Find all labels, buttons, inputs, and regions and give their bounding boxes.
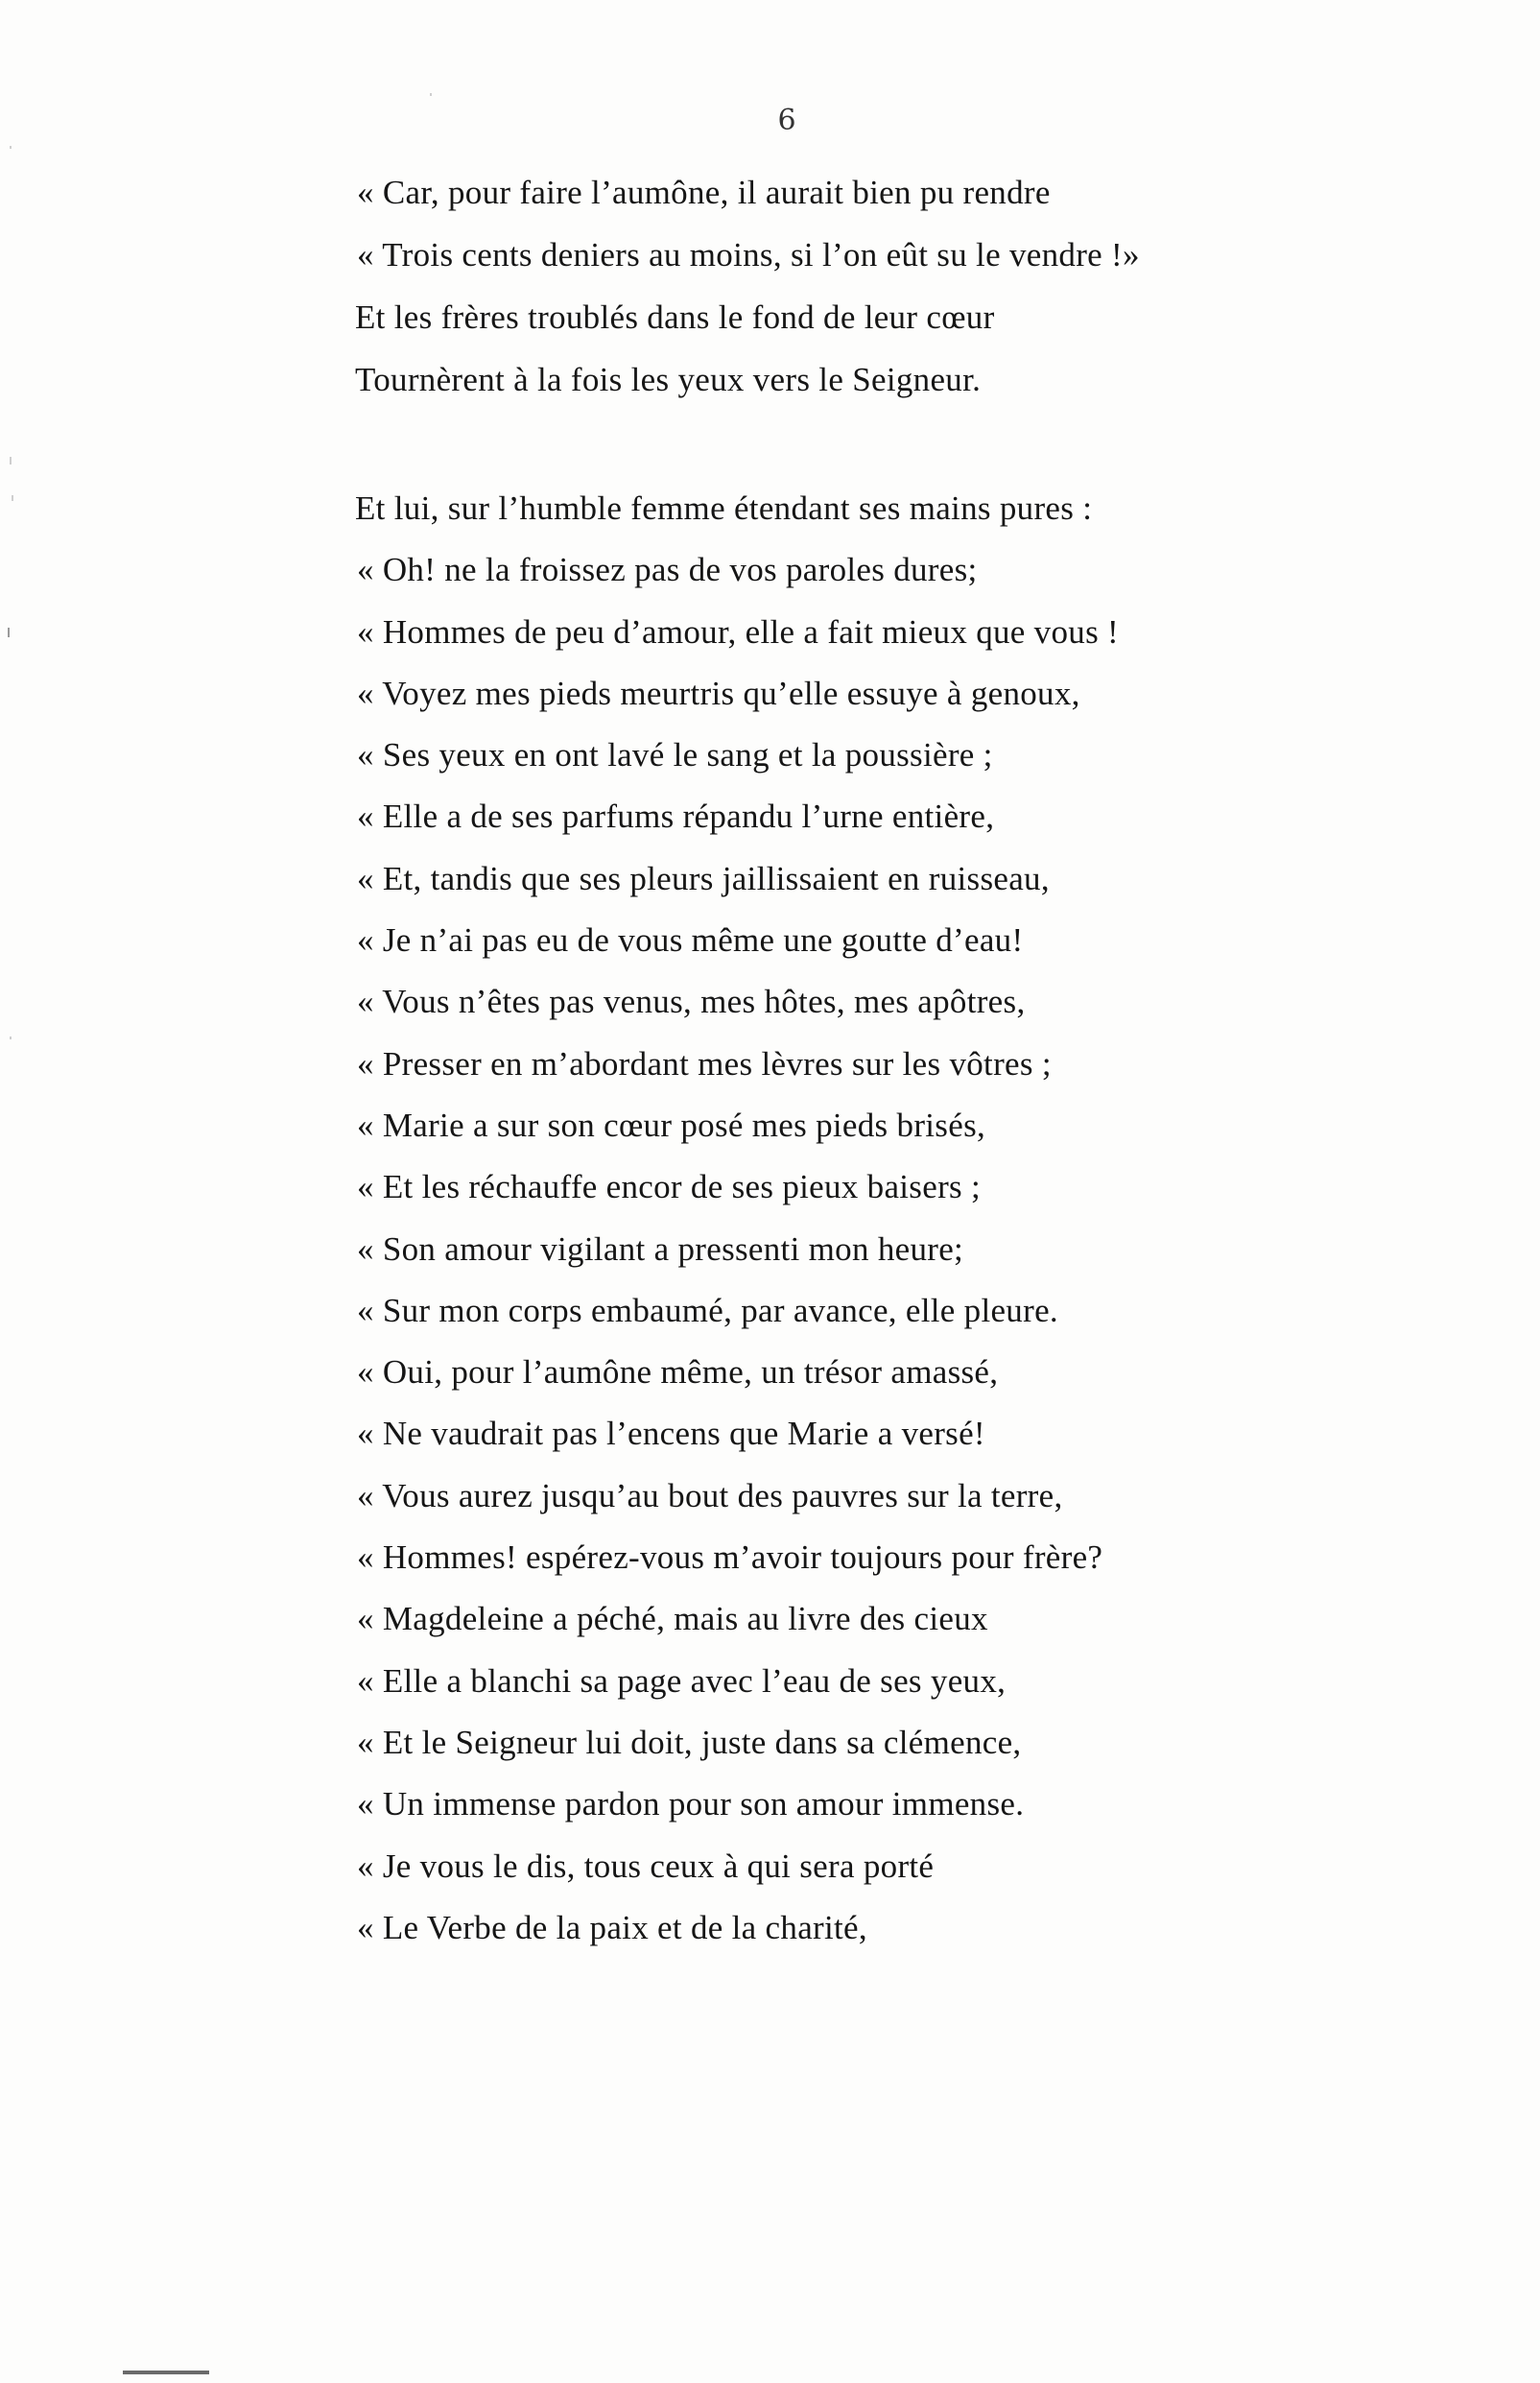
- verse-line: « Le Verbe de la paix et de la charité,: [357, 1908, 867, 1946]
- stanza: [0, 161, 1540, 411]
- verse-line: « Vous aurez jusqu’au bout des pauvres sur la terre,: [357, 1476, 1063, 1514]
- verse-line: « Ses yeux en ont lavé le sang et la poussière ;: [357, 736, 993, 774]
- verse-line: « Et, tandis que ses pleurs jaillissaient en ruisseau,: [357, 859, 1050, 897]
- scan-speck: [10, 457, 12, 465]
- page-number: 6: [777, 104, 796, 137]
- page-edge-mark: [123, 2371, 209, 2374]
- scan-speck: [10, 146, 12, 149]
- verse-line: « Elle a blanchi sa page avec l’eau de ses yeux,: [357, 1661, 1007, 1700]
- verse-line: Et lui, sur l’humble femme étendant ses mains pures :: [355, 489, 1093, 527]
- verse-line: « Presser en m’abordant mes lèvres sur les vôtres ;: [357, 1044, 1052, 1083]
- verse-line: « Son amour vigilant a pressenti mon heure;: [357, 1229, 964, 1268]
- verse-line: « Oui, pour l’aumône même, un trésor amassé,: [357, 1353, 999, 1392]
- verse-line: « Marie a sur son cœur posé mes pieds brisés,: [357, 1106, 986, 1144]
- verse-line: « Trois cents deniers au moins, si l’on eût su le vendre !»: [357, 236, 1140, 274]
- verse-line: « Vous n’êtes pas venus, mes hôtes, mes apôtres,: [357, 983, 1026, 1021]
- verse-line: « Sur mon corps embaumé, par avance, elle pleure.: [357, 1291, 1058, 1329]
- verse-line: « Voyez mes pieds meurtris qu’elle essuye à genoux,: [357, 674, 1080, 712]
- verse-line: Et les frères troublés dans le fond de leur cœur: [355, 298, 995, 336]
- scan-speck: [430, 93, 432, 96]
- verse-line: « Je n’ai pas eu de vous même une goutte d’eau!: [357, 921, 1024, 960]
- verse-line: « Hommes! espérez-vous m’avoir toujours pour frère?: [357, 1538, 1103, 1577]
- verse-line: « Car, pour faire l’aumône, il aurait bien pu rendre: [357, 174, 1051, 211]
- verse-line: « Oh! ne la froissez pas de vos paroles dures;: [357, 551, 978, 589]
- verse-line: « Magdeleine a péché, mais au livre des cieux: [357, 1600, 988, 1638]
- verse-line: « Hommes de peu d’amour, elle a fait mieux que vous !: [357, 612, 1119, 651]
- verse-line: « Je vous le dis, tous ceux à qui sera porté: [357, 1847, 935, 1885]
- verse-line: « Un immense pardon pour son amour immense.: [357, 1785, 1025, 1823]
- stanza: [0, 478, 1540, 1959]
- verse-line: « Et les réchauffe encor de ses pieux baisers ;: [357, 1168, 982, 1206]
- verse-line: « Elle a de ses parfums répandu l’urne entière,: [357, 798, 995, 836]
- verse-line: Tournèrent à la fois les yeux vers le Seigneur.: [355, 361, 982, 398]
- verse-line: « Et le Seigneur lui doit, juste dans sa clémence,: [357, 1723, 1022, 1761]
- verse-line: « Ne vaudrait pas l’encens que Marie a versé!: [357, 1415, 985, 1453]
